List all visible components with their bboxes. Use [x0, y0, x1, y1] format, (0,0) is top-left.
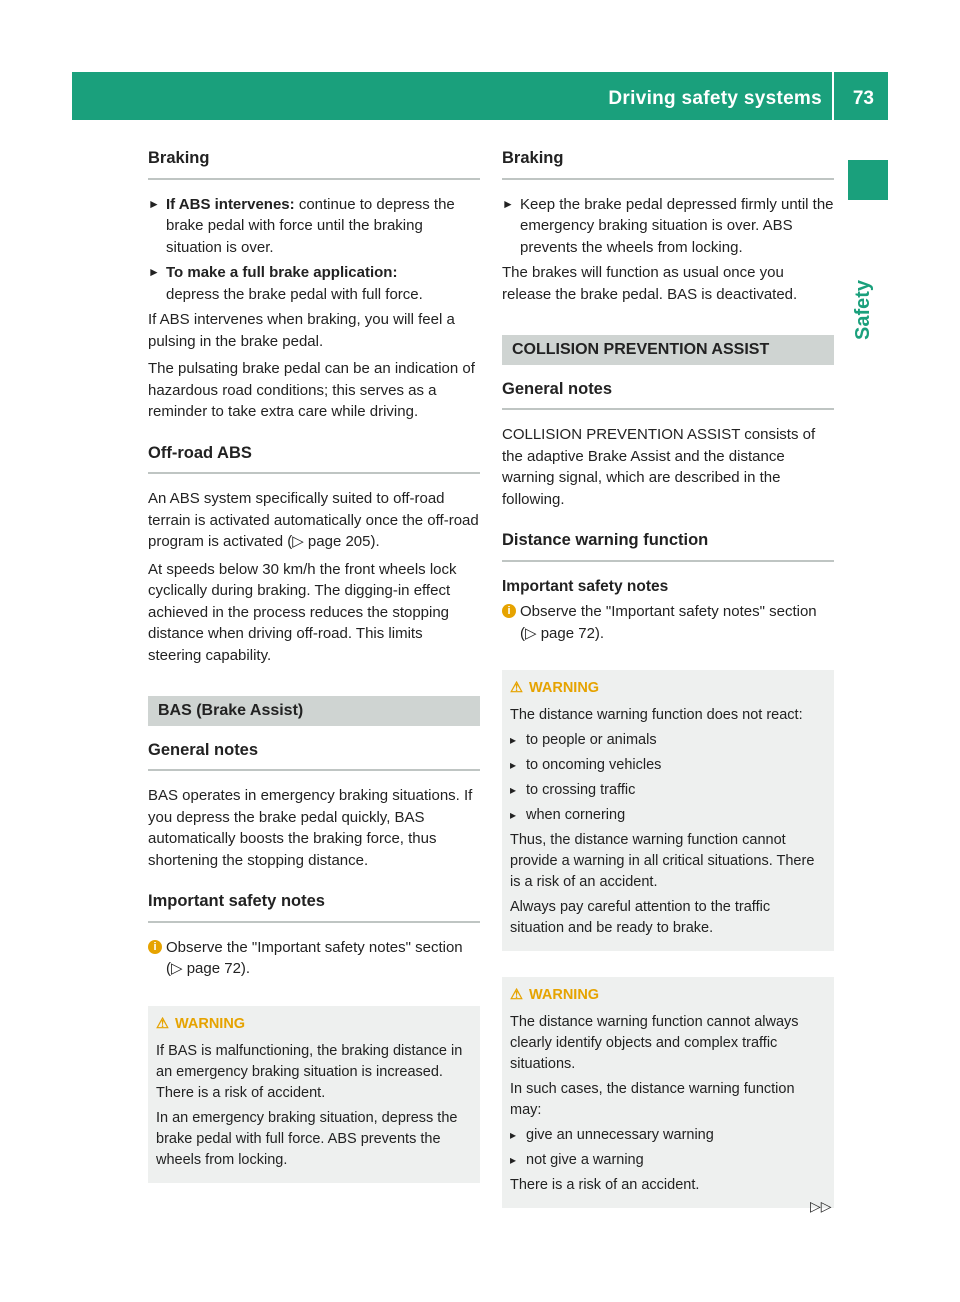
paragraph: BAS operates in emergency braking situations. If you depress the brake pedal quickly, BAS automatically boosts the braking force, thus shortening the stopping distance.	[148, 787, 473, 869]
header-bar	[72, 72, 888, 120]
paragraph: COLLISION PREVENTION ASSIST consists of the adaptive Brake Assist and the distance warning signal, which are described in the following.	[502, 426, 816, 508]
general-notes-heading: General notes	[502, 379, 834, 411]
continue-arrows-icon: ▷▷	[810, 1198, 832, 1214]
braking-heading: Braking	[502, 148, 834, 180]
general-notes-heading: General notes	[148, 740, 480, 772]
important-safety-notes-heading: Important safety notes	[148, 891, 480, 923]
step-full-brake	[148, 262, 480, 305]
warning-text: The distance warning function does not react:	[510, 707, 803, 723]
info-text: Observe the "Important safety notes" section (▷ page 72).	[166, 938, 463, 977]
right-column	[502, 148, 834, 1208]
step-text: continue to depress the brake pedal with force until the braking situation is over.	[166, 195, 455, 256]
warning-text: Thus, the distance warning function cannot provide a warning in all critical situations. There is a risk of an accident.	[510, 832, 815, 890]
warning-triangle-icon: ⚠	[156, 1015, 169, 1032]
list-item: ▸ to oncoming vehicles	[510, 755, 826, 776]
info-note	[148, 937, 480, 980]
warning-label: WARNING	[529, 680, 600, 696]
info-icon: i	[502, 604, 516, 618]
bas-section-heading: BAS (Brake Assist)	[148, 696, 480, 726]
warning-box	[148, 1006, 480, 1183]
warning-text: The distance warning function cannot always clearly identify objects and complex traffic situations.	[510, 1014, 799, 1072]
cpa-section-heading: COLLISION PREVENTION ASSIST	[502, 335, 834, 365]
warning-box	[502, 670, 834, 951]
side-section-label: Safety	[852, 279, 874, 340]
info-text: Observe the "Important safety notes" section (▷ page 72).	[520, 603, 817, 642]
paragraph: The brakes will function as usual once you release the brake pedal. BAS is deactivated.	[502, 264, 798, 303]
warning-triangle-icon: ⚠	[510, 987, 523, 1003]
step-arrow-icon: ►	[148, 265, 160, 279]
step-abs-intervenes	[148, 194, 480, 259]
step-bold-label: If ABS intervenes:	[166, 195, 295, 213]
warning-label: WARNING	[175, 1015, 246, 1032]
warning-header	[510, 985, 826, 1006]
left-column	[148, 148, 480, 1183]
step-text: depress the brake pedal with full force.	[166, 285, 423, 303]
paragraph: The pulsating brake pedal can be an indication of hazardous road conditions; this serves as a reminder to take extra care while driving.	[148, 360, 475, 420]
distance-warning-heading: Distance warning function	[502, 530, 834, 562]
braking-heading: Braking	[148, 148, 480, 180]
paragraph: An ABS system specifically suited to off-road terrain is activated automatically once the off-road program is activated (▷ page 205).	[148, 490, 479, 550]
offroad-abs-heading: Off-road ABS	[148, 443, 480, 475]
header-divider	[832, 72, 834, 120]
warning-text: Always pay careful attention to the traffic situation and be ready to brake.	[510, 899, 771, 936]
list-item: ▸ to people or animals	[510, 730, 826, 751]
warning-text: In such cases, the distance warning function may:	[510, 1081, 795, 1118]
list-item: ▸ to crossing traffic	[510, 780, 826, 801]
warning-box	[502, 977, 834, 1208]
paragraph: At speeds below 30 km/h the front wheels lock cyclically during braking. The digging-in effect achieved in the process reduces the stopping distance when driving off-road. This limits steering capability.	[148, 560, 457, 664]
step-text: Keep the brake pedal depressed firmly until the emergency braking situation is over. ABS prevents the wheels from locking.	[520, 195, 834, 256]
info-note	[502, 601, 834, 644]
warning-header	[510, 678, 826, 699]
step-arrow-icon: ►	[502, 196, 514, 211]
list-item: ▸ give an unnecessary warning	[510, 1125, 826, 1146]
important-safety-notes-heading: Important safety notes	[502, 577, 669, 595]
info-icon: i	[148, 940, 162, 954]
warning-text: If BAS is malfunctioning, the braking distance in an emergency braking situation is increased. There is a risk of accident.	[156, 1042, 463, 1101]
warning-triangle-icon: ⚠	[510, 680, 523, 696]
side-tab-marker	[848, 160, 888, 200]
step-keep-pedal	[502, 194, 834, 259]
warning-label: WARNING	[529, 987, 600, 1003]
warning-text: There is a risk of an accident.	[510, 1177, 700, 1193]
step-bold-label: To make a full brake application:	[166, 264, 398, 281]
chapter-title: Driving safety systems	[608, 88, 822, 109]
paragraph: If ABS intervenes when braking, you will feel a pulsing in the brake pedal.	[148, 311, 455, 350]
warning-text: In an emergency braking situation, depress the brake pedal with full force. ABS prevents the wheels from locking.	[156, 1109, 458, 1168]
list-item: ▸ when cornering	[510, 805, 826, 826]
step-arrow-icon: ►	[148, 196, 160, 211]
list-item: ▸ not give a warning	[510, 1150, 826, 1171]
page-number: 73	[852, 88, 874, 109]
warning-header	[156, 1014, 472, 1035]
